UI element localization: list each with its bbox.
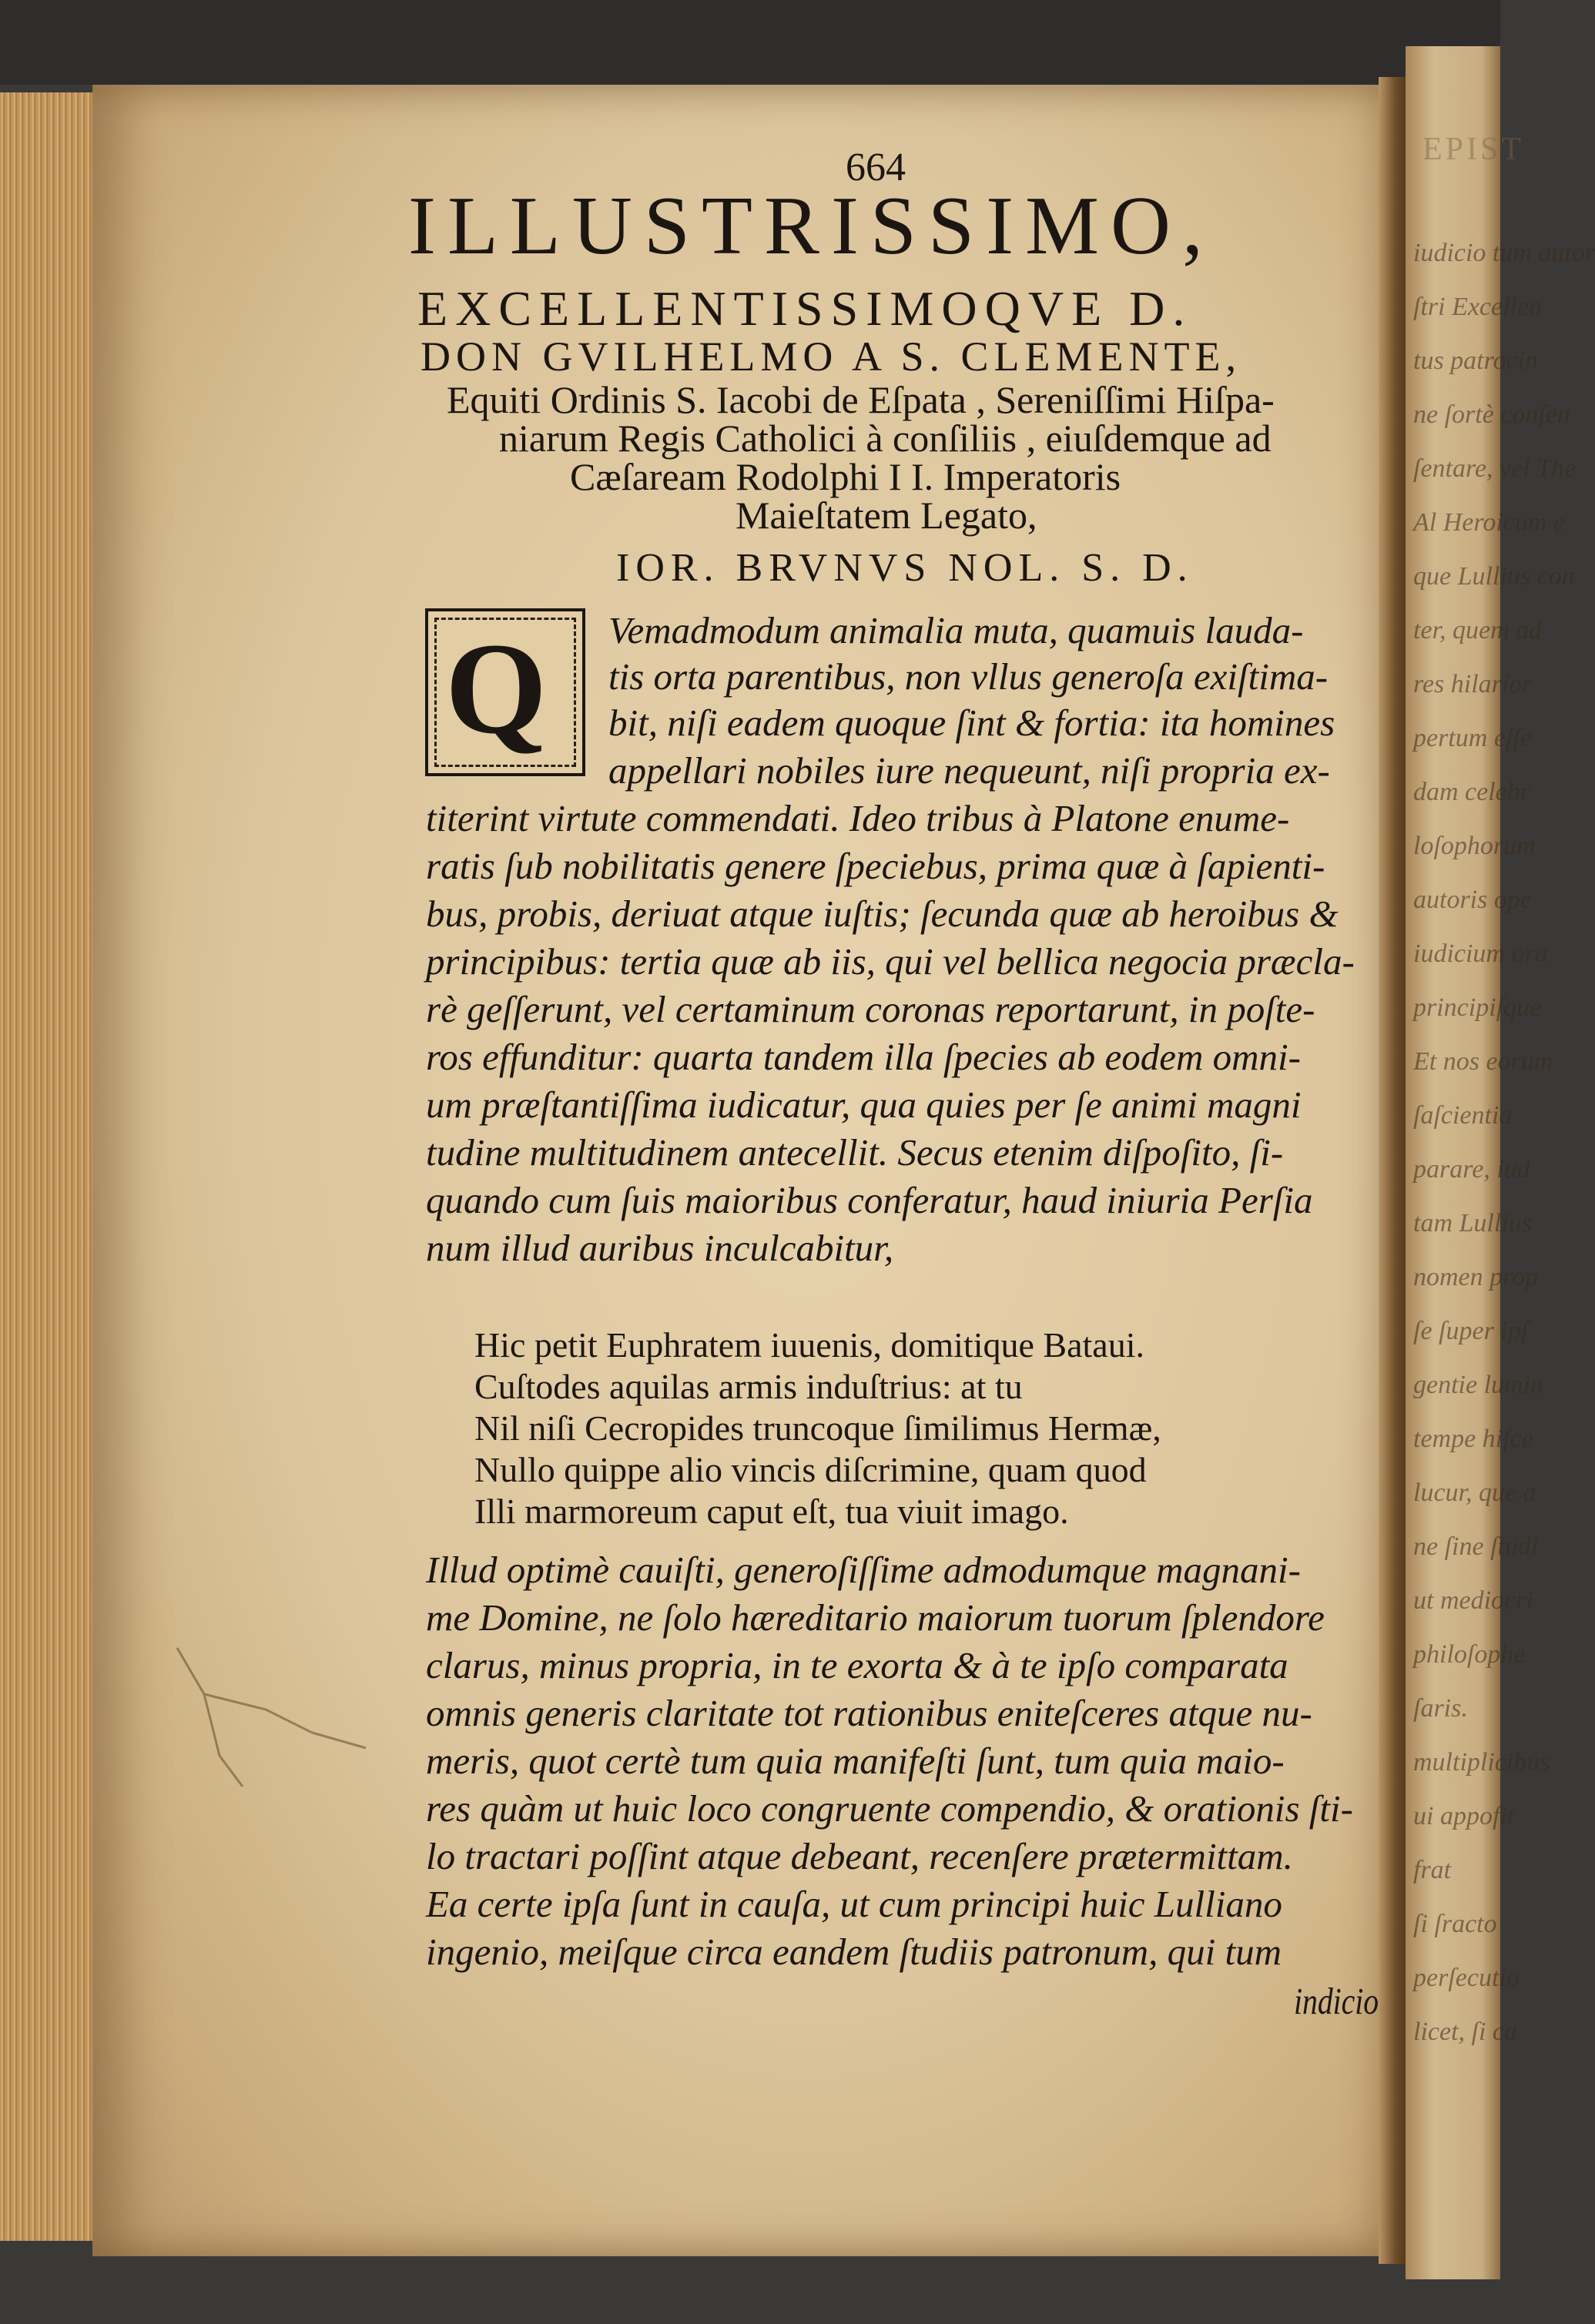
dedication-line: Equiti Ordinis S. Iacobi de Eſpata , Sereniſſimi Hiſpa- xyxy=(447,378,1275,421)
body-line: tis orta parentibus, non vllus generoſa exiſtima- xyxy=(608,655,1329,698)
initial-letter: Q xyxy=(445,616,548,761)
verse-line: Hic petit Euphratem iuuenis, domitique Bataui. xyxy=(474,1325,1144,1365)
catchword: indicio xyxy=(1294,1980,1379,2022)
facing-fragment: ſaſcientia xyxy=(1413,1101,1513,1130)
body-line: rè geſſerunt, vel certaminum coronas reportarunt, in poſte- xyxy=(426,988,1315,1030)
facing-fragment: nomen prop xyxy=(1413,1263,1539,1291)
facing-fragment: parare, iud xyxy=(1413,1155,1530,1184)
closing-line: ingenio, meiſque circa eandem ſtudiis patronum, qui tum xyxy=(426,1931,1282,1973)
facing-fragment: Et nos eorum xyxy=(1413,1047,1553,1076)
body-line: appellari nobiles iure nequeunt, niſi propria ex- xyxy=(608,749,1330,792)
facing-fragment: ne ſortè conſen xyxy=(1413,400,1570,429)
ornamental-initial xyxy=(425,608,585,776)
facing-running-head: EPIST xyxy=(1422,132,1525,167)
closing-line: omnis generis claritate tot rationibus eniteſceres atque nu- xyxy=(426,1692,1312,1734)
facing-fragment: frat xyxy=(1413,1856,1452,1884)
body-line: quando cum ſuis maioribus conferatur, haud iniuria Perſia xyxy=(426,1179,1313,1221)
title-line-2: EXCELLENTISSIMOQVE D. xyxy=(417,281,1193,336)
closing-line: lo tractari poſſint atque debeant, recenſere prætermittam. xyxy=(426,1835,1293,1877)
closing-line: Ea certe ipſa ſunt in cauſa, ut cum principi huic Lulliano xyxy=(426,1883,1282,1925)
dedication-line: Cæſaream Rodolphi I I. Imperatoris xyxy=(570,455,1121,498)
body-line: um præſtantiſſima iudicatur, qua quies per ſe animi magni xyxy=(426,1083,1302,1126)
facing-fragment: ter, quem ad xyxy=(1413,616,1543,645)
facing-fragment: ne ſine ſtudi xyxy=(1413,1532,1539,1561)
facing-fragment: ſe ſuper ipſ xyxy=(1413,1317,1529,1345)
body-line: Vemadmodum animalia muta, quamuis lauda- xyxy=(608,609,1304,651)
closing-line: res quàm ut huic loco congruente compendio, & orationis ſti- xyxy=(426,1787,1353,1830)
salutation: IOR. BRVNVS NOL. S. D. xyxy=(616,546,1194,590)
verse-line: Illi marmoreum caput eſt, tua viuit imago. xyxy=(474,1492,1069,1531)
facing-fragment: loſophorum xyxy=(1413,832,1536,860)
closing-line: me Domine, ne ſolo hæreditario maiorum tuorum ſplendore xyxy=(426,1596,1325,1639)
facing-fragment: ſtri Excellen xyxy=(1413,293,1543,321)
title-line-1: ILLUSTRISSIMO, xyxy=(408,180,1215,272)
body-line: num illud auribus inculcabitur, xyxy=(426,1227,894,1269)
facing-fragment: gentie lumin xyxy=(1413,1371,1544,1399)
facing-fragment: philoſophe xyxy=(1413,1640,1526,1669)
verse-line: Cuſtodes aquilas armis induſtrius: at tu xyxy=(474,1367,1023,1406)
facing-fragment: licet, ſi ca xyxy=(1413,2018,1518,2046)
facing-fragment: que Lullius con xyxy=(1413,562,1575,591)
verse-line: Nil niſi Cecropides truncoque ſimilimus Hermæ, xyxy=(474,1408,1161,1448)
facing-fragment: pertum eſſe xyxy=(1413,724,1532,752)
body-line: ros effunditur: quarta tandem illa ſpecies ab eodem omni- xyxy=(426,1036,1301,1078)
closing-line: Illud optimè cauiſti, generoſiſſime admodumque magnani- xyxy=(426,1549,1301,1591)
facing-fragment: tempe hiſce xyxy=(1413,1425,1533,1453)
body-line: bus, probis, deriuat atque iuſtis; ſecunda quæ ab heroibus & xyxy=(426,892,1339,935)
facing-fragment: autoris ope xyxy=(1413,886,1532,914)
closing-line: meris, quot certè tum quia manifeſti ſunt, tum quia maio- xyxy=(426,1740,1285,1782)
facing-fragment: ui appofit xyxy=(1413,1802,1515,1830)
facing-fragment: dam celebr xyxy=(1413,778,1531,806)
facing-fragment: ſi ſracto xyxy=(1413,1910,1497,1938)
dedication-line: niarum Regis Catholici à conſiliis , eiuſdemque ad xyxy=(499,417,1272,460)
facing-fragment: ſaris. xyxy=(1413,1694,1468,1723)
facing-fragment: res hilarior xyxy=(1413,670,1533,698)
facing-fragment: ſentare, vel The xyxy=(1413,454,1577,483)
facing-fragment: iudicio tum autor xyxy=(1413,239,1595,267)
body-line: principibus: tertia quæ ab iis, qui vel bellica negocia præcla- xyxy=(426,940,1355,983)
page-number: 664 xyxy=(846,146,906,189)
facing-fragment: principiſque xyxy=(1413,993,1542,1022)
verse-line: Nullo quippe alio vincis diſcrimine, quam quod xyxy=(474,1450,1147,1489)
dedication-line: Maieſtatem Legato, xyxy=(736,494,1037,537)
body-line: bit, niſi eadem quoque ſint & fortia: ita homines xyxy=(608,702,1335,744)
facing-fragment: tam Lullius xyxy=(1413,1209,1532,1237)
body-line: tudine multitudinem antecellit. Secus etenim diſpoſito, ſi- xyxy=(426,1131,1284,1174)
body-line: titerint virtute commendati. Ideo tribus à Platone enume- xyxy=(426,797,1290,839)
facing-fragment: Al Heroicum e xyxy=(1413,508,1566,537)
facing-fragment: iudicium ora xyxy=(1413,939,1548,968)
facing-fragment: multiplicibus xyxy=(1413,1748,1550,1776)
body-line: ratis ſub nobilitatis genere ſpeciebus, prima quæ à ſapienti- xyxy=(426,845,1325,887)
facing-fragment: perſecutio xyxy=(1413,1964,1520,1992)
closing-line: clarus, minus propria, in te exorta & à te ipſo comparata xyxy=(426,1644,1288,1686)
facing-fragment: tus patrocin xyxy=(1413,347,1539,375)
facing-fragment: ut mediocri xyxy=(1413,1586,1533,1615)
title-line-3: DON GVILHELMO A S. CLEMENTE, xyxy=(421,333,1241,380)
facing-fragment: lucur, que a xyxy=(1413,1478,1536,1507)
